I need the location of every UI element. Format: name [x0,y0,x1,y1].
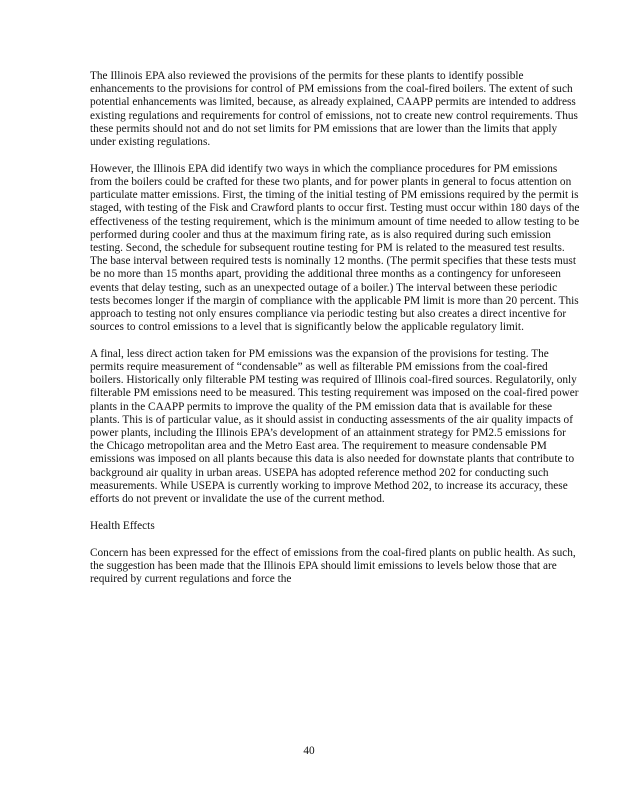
paragraph-compliance-procedures: However, the Illinois EPA did identify two ways in which the compliance procedures for PM emissions from the boilers could be crafted for these two plants, and for power plants in general to focus attention on particulate matter emissions. First, the timing of the initial testing of PM emissions required by the permit is staged, with testing of the Fisk and Crawford plants to occur first. Testing must occur within 180 days of the effectiveness of the testing requirement, which is the minimum amount of time needed to allow testing to be performed during cooler and thus at the maximum firing rate, as is also required during such emission testing. Second, the schedule for subsequent routine testing for PM is related to the measured test results. The base interval between required tests is nominally 12 months. (The permit specifies that these tests must be no more than 15 months apart, providing the additional three months as a contingency for unforeseen events that delay testing, such as an unexpected outage of a boiler.) The interval between these periodic tests becomes longer if the margin of compliance with the applicable PM limit is more than 20 percent. This approach to testing not only ensures compliance via periodic testing but also creates a direct incentive for sources to control emissions to a level that is significantly below the applicable regulatory limit. [90,162,580,334]
section-heading-health-effects: Health Effects [90,519,155,532]
paragraph-condensable-testing: A final, less direct action taken for PM emissions was the expansion of the provisions for testing. The permits require measurement of “condensable” as well as filterable PM emissions from the coal-fired boilers. Historically only filterable PM testing was required of Illinois coal-fired sources. Regulatorily, only filterable PM emissions need to be measured. This testing requirement was imposed on the coal-fired power plants in the CAAPP permits to improve the quality of the PM emission data that is available for these plants. This is of particular value, as it should assist in conducting assessments of the air quality impacts of power plants, including the Illinois EPA’s development of an attainment strategy for PM2.5 emissions for the Chicago metropolitan area and the Metro East area. The requirement to measure condensable PM emissions was imposed on all plants because this data is also needed for downstate plants that contribute to background air quality in urban areas. USEPA has adopted reference method 202 for conducting such measurements. While USEPA is currently working to improve Method 202, to increase its accuracy, these efforts do not prevent or invalidate the use of the current method. [90,347,579,506]
body-text [90,70,580,600]
paragraph-pm-provisions-review: The Illinois EPA also reviewed the provisions of the permits for these plants to identify possible enhancements to the provisions for control of PM emissions from the coal-fired boilers. The extent of such potential enhancements was limited, because, as already explained, CAAPP permits are intended to address existing regulations and requirements for control of emissions, not to create new control requirements. Thus these permits should not and do not set limits for PM emissions that are lower than the limits that apply under existing regulations. [90,70,578,149]
page-number: 40 [303,745,315,757]
paragraph-public-health: Concern has been expressed for the effect of emissions from the coal-fired plants on public health. As such, the suggestion has been made that the Illinois EPA should limit emissions to levels below those that are required by current regulations and force the [90,546,576,585]
